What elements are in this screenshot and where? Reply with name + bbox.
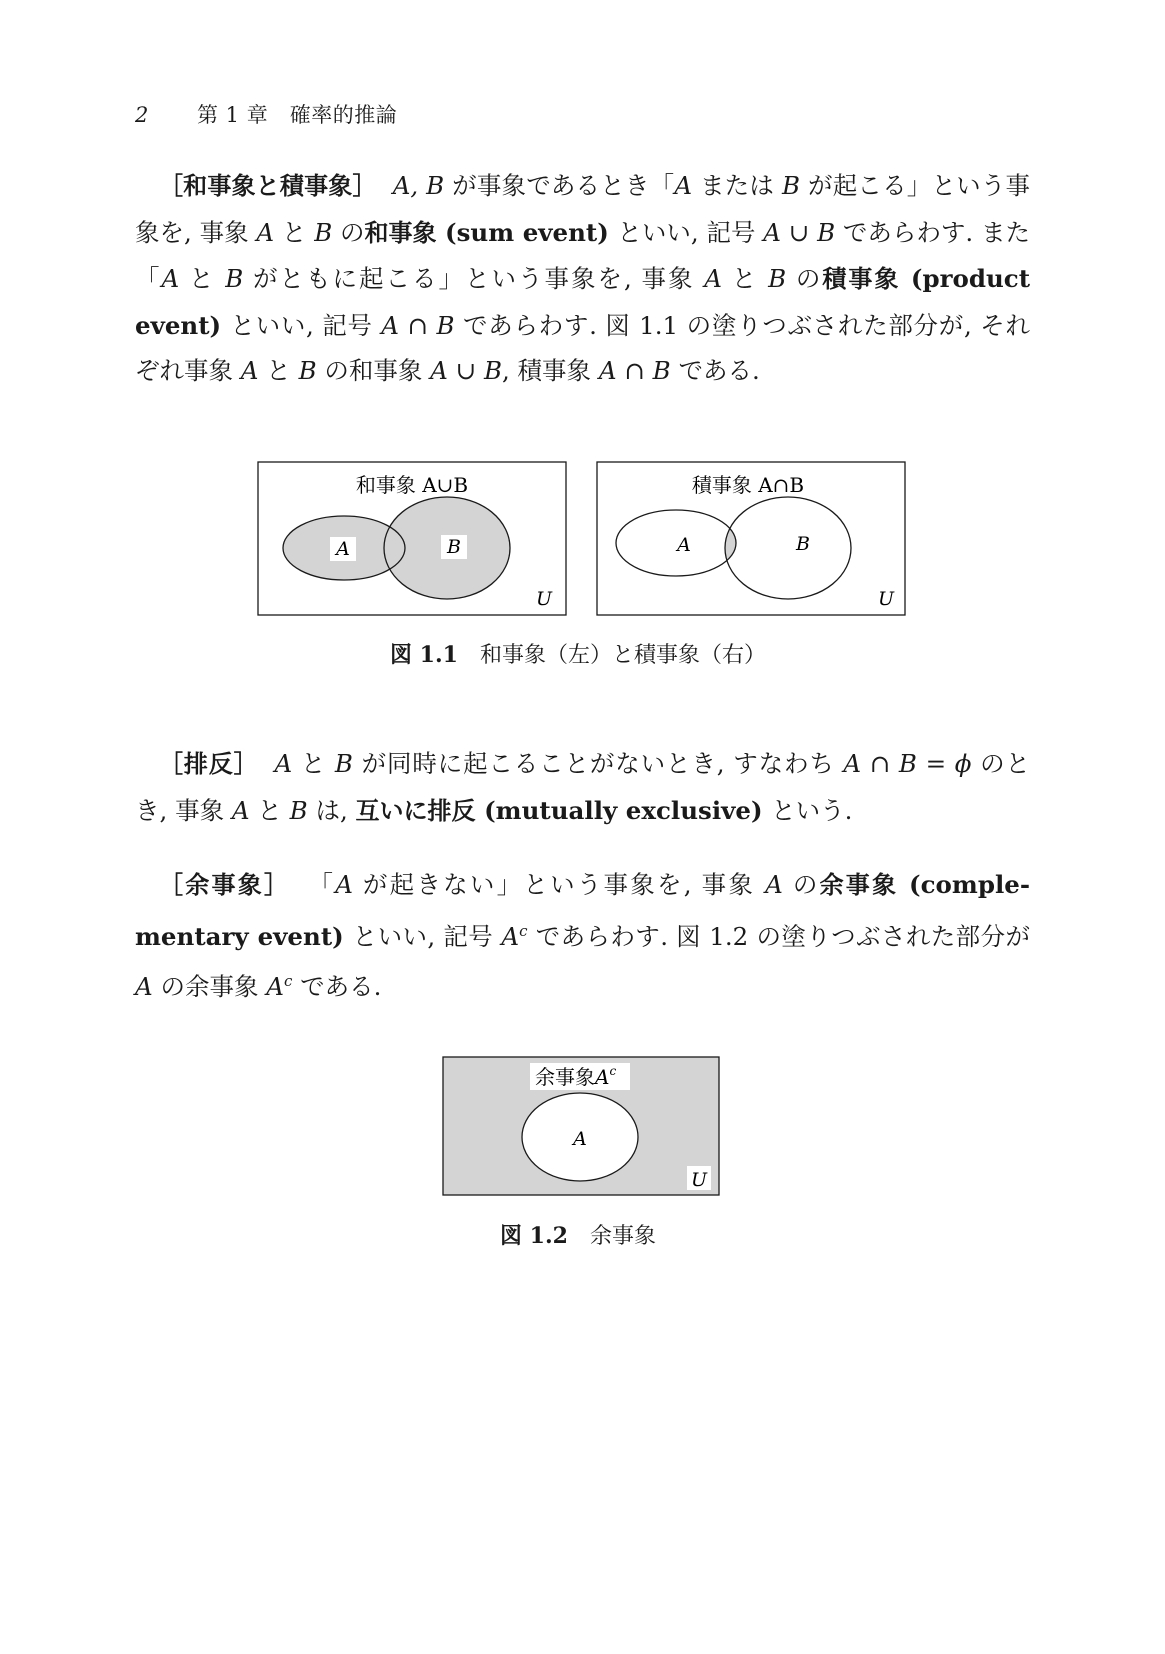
symbol-empty-intersection: A ∩ B = ϕ <box>843 749 972 778</box>
section-exclusive <box>135 741 1030 834</box>
label-a-complement: A <box>573 1128 587 1150</box>
label-u-union: U <box>535 588 553 610</box>
paragraph-union-product: ［和事象と積事象］ A, B が事象であるとき「A または B が起こる」という事象を, 事象 A と B の和事象 (sum event) といい, 記号 A ∪ B であらわす. また「A と B がともに起こる」という事象を, 事象 A と B の積事象 (product event) といい, 記号 A ∩ B であらわす. 図 1.1 の塗りつぶされた部分が, それぞれ事象 A と B の和事象 A ∪ B, 積事象 A ∩ B である. <box>135 171 1031 385</box>
term-product-english: (product event) <box>135 264 1031 340</box>
paragraph-exclusive: ［排反］ A と B が同時に起こることがないとき, すなわち A ∩ B = ϕ のとき, 事象 A と B は, 互いに排反 (mutually exclusive) という. <box>135 749 1031 825</box>
venn-intersection-title: 積事象 A∩B <box>691 473 805 497</box>
term-product: 積事象 <box>822 265 901 293</box>
section-heading: ［余事象］ <box>159 871 291 899</box>
chapter-title: 第 1 章 確率的推論 <box>197 103 398 127</box>
figure-number: 図 1.2 <box>500 1223 568 1249</box>
figure-1-1-caption <box>390 640 766 671</box>
label-a-union: A <box>336 538 350 560</box>
venn-union-title: 和事象 A∪B <box>355 473 469 497</box>
section-heading: ［和事象と積事象］ <box>159 172 377 200</box>
label-a-intersection: A <box>677 534 691 556</box>
symbol-product: A ∩ B <box>381 310 455 340</box>
section-heading: ［排反］ <box>159 750 259 778</box>
figure-number: 図 1.1 <box>390 642 458 668</box>
symbol-union: A ∪ B <box>763 217 836 247</box>
figure-1-2-caption <box>500 1221 656 1252</box>
section-complement <box>135 862 1030 1010</box>
label-b-union: B <box>447 536 461 558</box>
term-complement: 余事象 <box>819 871 899 899</box>
venn-complement-diagram <box>443 1057 719 1195</box>
term-union-english: (sum event) <box>436 217 618 247</box>
label-u-complement: U <box>690 1169 708 1191</box>
paragraph-complement: ［余事象］ 「A が起きない」という事象を, 事象 A の余事象 (comple-mentary event) といい, 記号 $A^c$ であらわす. 図 1.2 の塗りつぶされた部分が A の余事象 $A^c$ である. <box>135 870 1031 1002</box>
figure-caption-text: 余事象 <box>589 1224 656 1249</box>
term-exclusive: 互いに排反 <box>355 796 476 825</box>
label-b-intersection: B <box>796 533 810 555</box>
figure-caption-text: 和事象（左）と積事象（右） <box>479 643 766 668</box>
venn-intersection-diagram <box>597 462 905 615</box>
page-number: 2 <box>135 103 149 127</box>
term-exclusive-english: (mutually exclusive) <box>475 795 772 825</box>
term-complement-english: (comple-mentary event) <box>135 870 1031 951</box>
venn-complement-title: 余事象$A^c$ <box>535 1064 617 1089</box>
term-union: 和事象 <box>364 218 437 247</box>
venn-union-diagram <box>258 462 566 615</box>
label-u-intersection: U <box>877 588 895 610</box>
